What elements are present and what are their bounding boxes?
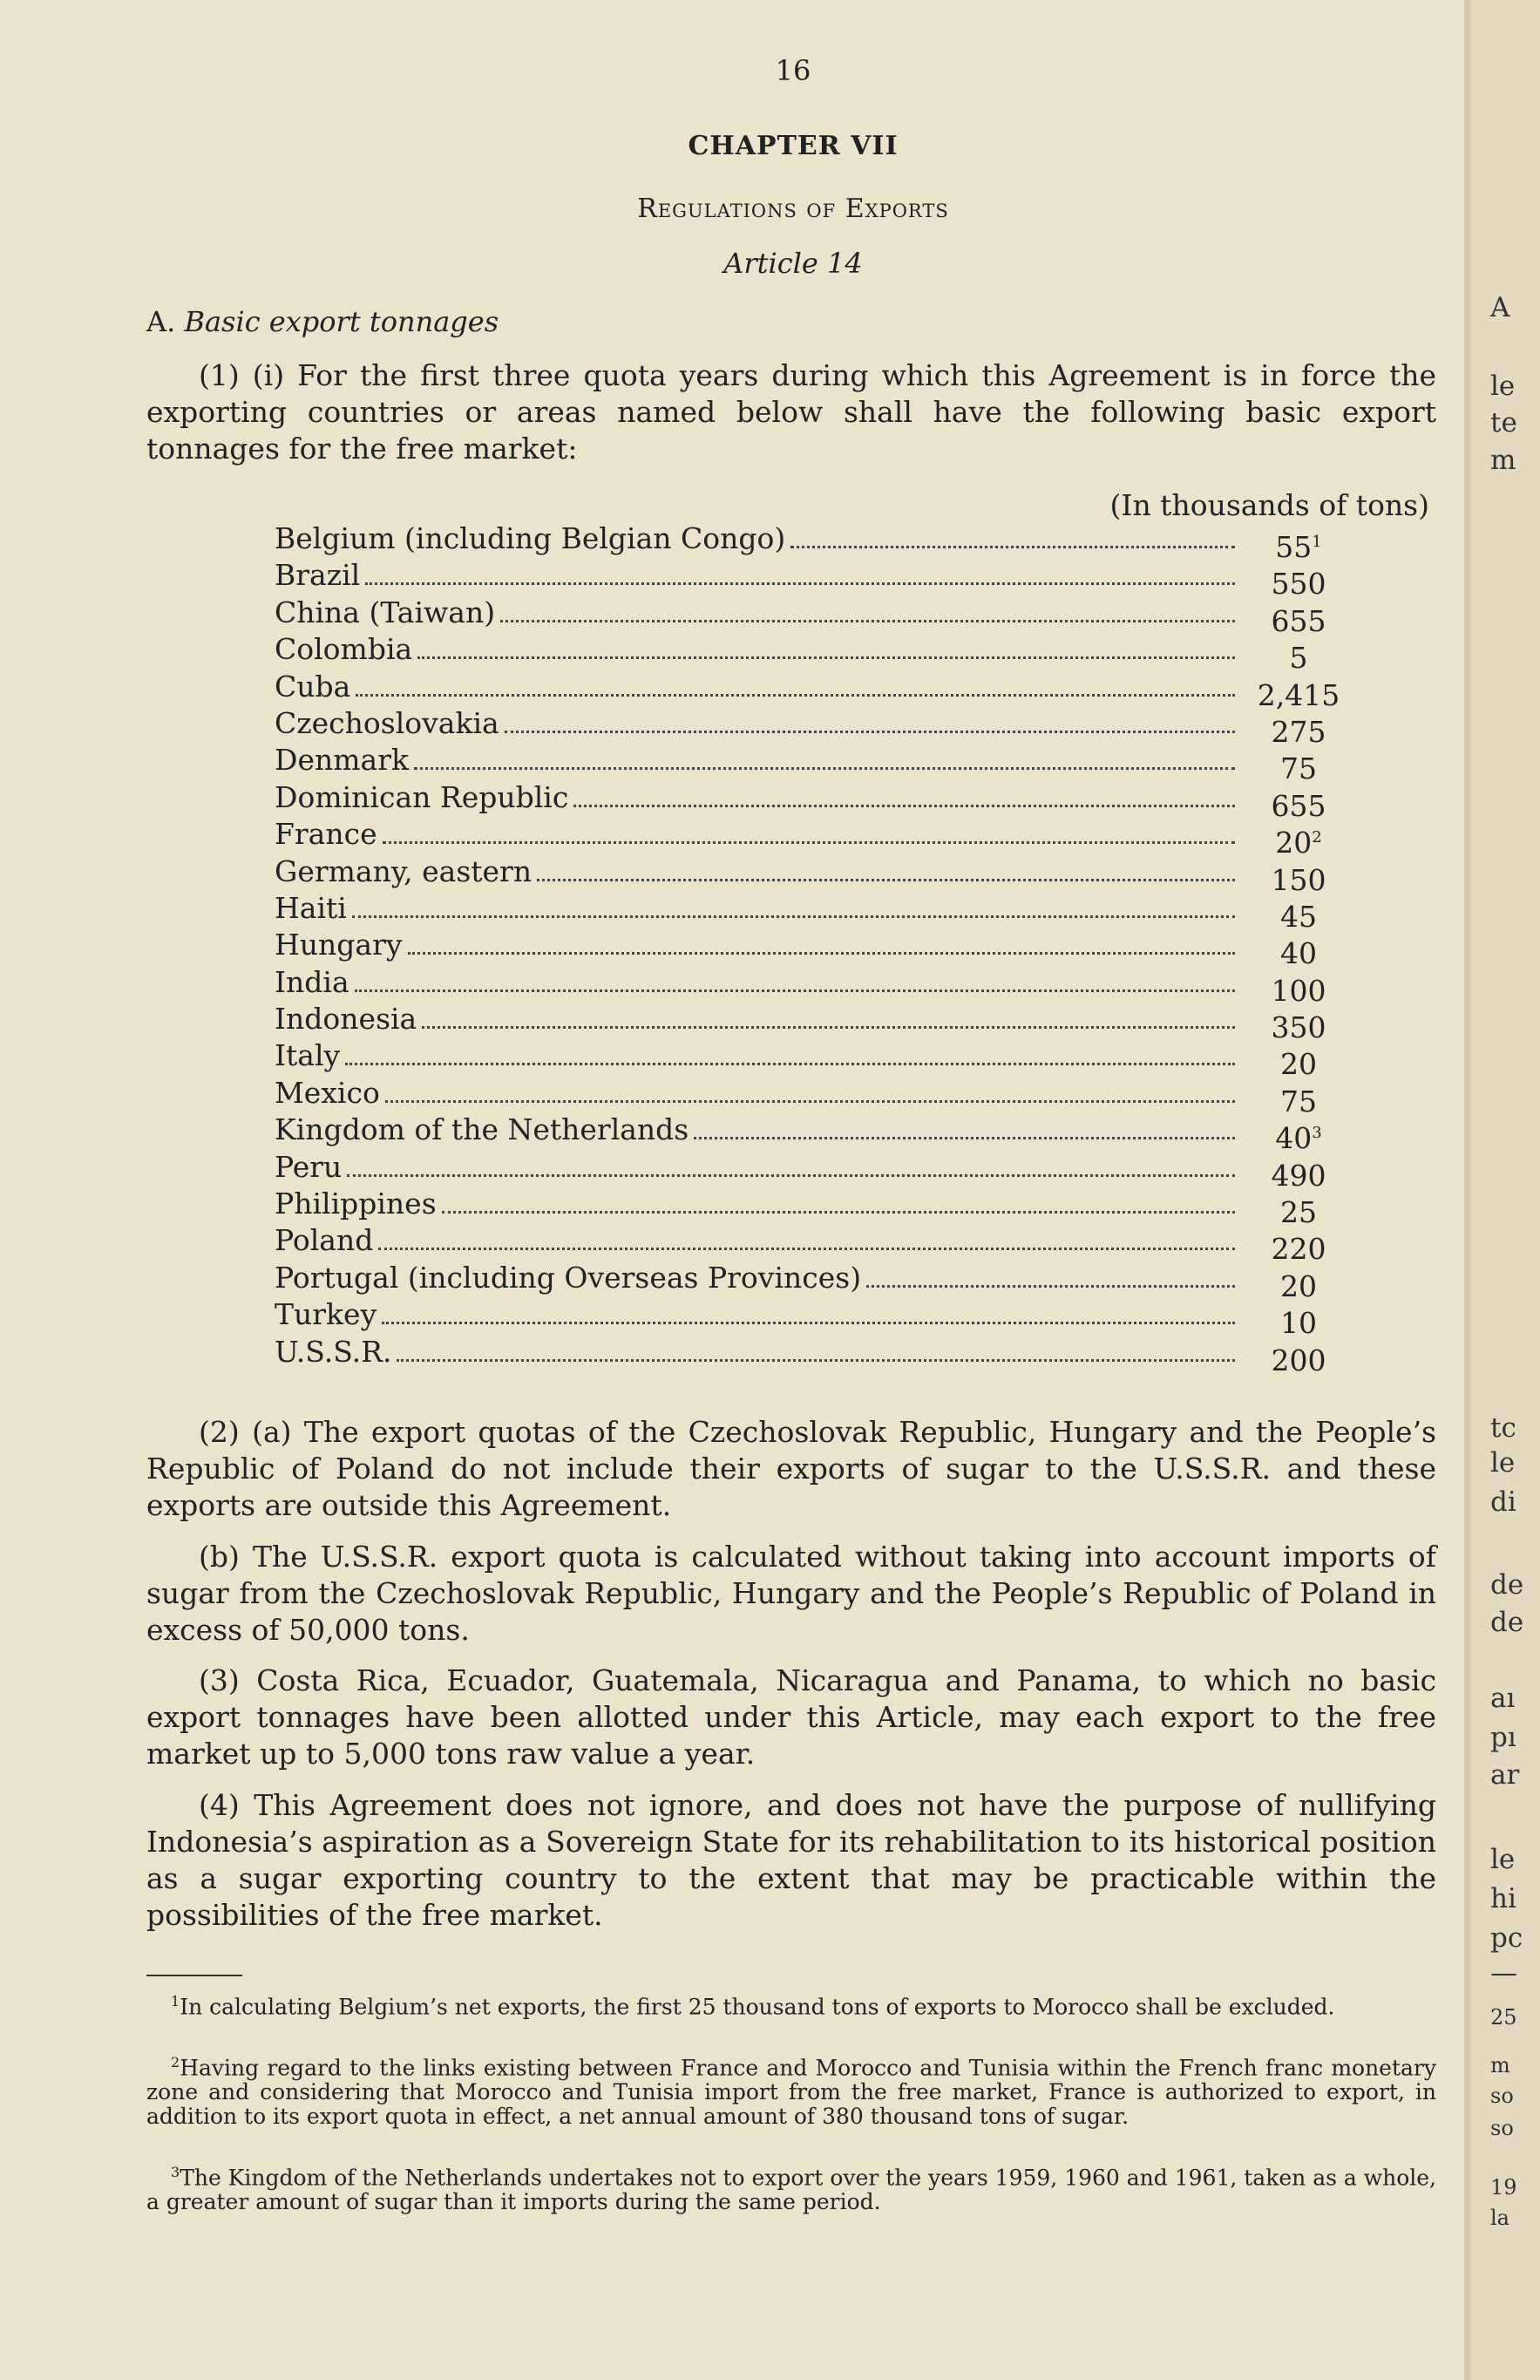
dot-leader bbox=[500, 620, 1235, 622]
footnote-2-text: Having regard to the links existing between France and Morocco and Tunisia within the French franc monetary zone and considering that Morocco and Tunisia import from the free market, France is authorized to export, in addition to its export quota in effect, a net annual amount of 380 thousand tons of sugar. bbox=[146, 2055, 1436, 2130]
dot-leader bbox=[505, 731, 1235, 733]
adjacent-page-fragment: 19 bbox=[1490, 2175, 1517, 2200]
tonnage-value: 75 bbox=[1280, 1084, 1317, 1119]
subsection-heading bbox=[146, 305, 499, 338]
tonnage-value: 490 bbox=[1271, 1158, 1326, 1193]
tonnage-value: $20^2$ bbox=[1275, 826, 1322, 860]
dot-leader bbox=[383, 841, 1235, 844]
dot-leader bbox=[397, 1359, 1235, 1362]
country-name: U.S.S.R. bbox=[275, 1334, 392, 1369]
adjacent-page-fragment: pc bbox=[1490, 1922, 1523, 1954]
tonnage-value: $55^1$ bbox=[1275, 530, 1322, 564]
dot-leader bbox=[866, 1285, 1235, 1288]
adjacent-page-fragment: hi bbox=[1490, 1883, 1516, 1914]
adjacent-page-fragment: m bbox=[1490, 2053, 1510, 2077]
table-row bbox=[275, 705, 1347, 749]
dot-leader bbox=[417, 656, 1235, 659]
chapter-heading: CHAPTER VII bbox=[688, 131, 899, 161]
dot-leader bbox=[345, 1063, 1235, 1065]
footnote-rule bbox=[146, 1975, 242, 1976]
paragraph-3: (3) Costa Rica, Ecuador, Guatemala, Nicaragua and Panama, to which no basic export tonnages have been allotted under this Article, may each export to the free market up to 5,000 tons raw value a year. bbox=[146, 1663, 1436, 1771]
paragraph-4: (4) This Agreement does not ignore, and does not have the purpose of nullifying Indonesia’s aspiration as a Sovereign State for its rehabilitation to its historical position as a sugar exporting country to the extent that may be practicable within the possibilities of the free market. bbox=[146, 1788, 1436, 1932]
adjacent-page-fragment: 25 bbox=[1490, 2005, 1517, 2030]
adjacent-page-fragment: — bbox=[1490, 1957, 1517, 1989]
country-name: Dominican Republic bbox=[275, 779, 569, 814]
book-gutter bbox=[1464, 0, 1471, 2380]
footnote-marker: 1 bbox=[1312, 533, 1322, 551]
table-row bbox=[275, 779, 1347, 823]
tonnage-value: 220 bbox=[1271, 1232, 1326, 1267]
footnote-2-mark: 2 bbox=[171, 2054, 180, 2071]
country-name: Portugal (including Overseas Provinces) bbox=[275, 1260, 862, 1295]
country-name: Philippines bbox=[275, 1187, 437, 1221]
footnote-1 bbox=[146, 1989, 1436, 2019]
table-row bbox=[275, 558, 1347, 602]
table-row bbox=[275, 669, 1347, 712]
country-name: Haiti bbox=[275, 890, 347, 925]
tonnage-value: 275 bbox=[1271, 714, 1326, 749]
dot-leader bbox=[537, 879, 1235, 881]
country-name: Germany, eastern bbox=[275, 853, 533, 888]
footnote-3-mark: 3 bbox=[171, 2164, 180, 2180]
page-number: 16 bbox=[775, 54, 811, 87]
country-name: Czechoslovakia bbox=[275, 705, 499, 740]
paragraph-2a: (2) (a) The export quotas of the Czechoslovak Republic, Hungary and the People’s Republic of Poland do not include their exports of sugar to the U.S.S.R. and these exports are outside this Agreement. bbox=[146, 1415, 1436, 1522]
adjacent-page-fragment: de bbox=[1490, 1569, 1524, 1601]
table-row bbox=[275, 595, 1347, 638]
country-name: France bbox=[275, 817, 377, 852]
table-row bbox=[275, 1187, 1347, 1230]
dot-leader bbox=[414, 767, 1235, 770]
dot-leader bbox=[355, 989, 1235, 992]
tonnage-value: 655 bbox=[1271, 788, 1326, 823]
country-name: Belgium (including Belgian Congo) bbox=[275, 521, 786, 555]
tonnage-value: 655 bbox=[1271, 603, 1326, 638]
tonnage-value: 25 bbox=[1280, 1195, 1317, 1230]
country-name: Colombia bbox=[275, 632, 413, 667]
tonnage-value: 10 bbox=[1280, 1306, 1317, 1341]
subsection-title: Basic export tonnages bbox=[184, 305, 499, 338]
country-name: Indonesia bbox=[275, 1002, 417, 1037]
dot-leader bbox=[365, 582, 1235, 585]
table-row bbox=[275, 1260, 1347, 1303]
dot-leader bbox=[356, 694, 1235, 697]
country-name: Mexico bbox=[275, 1075, 380, 1110]
dot-leader bbox=[422, 1026, 1235, 1029]
adjacent-page-fragment: tc bbox=[1490, 1412, 1516, 1444]
tonnage-value: 2,415 bbox=[1257, 677, 1340, 712]
tonnage-value: 350 bbox=[1271, 1010, 1326, 1045]
adjacent-page-fragment: so bbox=[1490, 2084, 1514, 2108]
adjacent-page-fragment: le bbox=[1490, 1447, 1516, 1479]
adjacent-page-fragment: aı bbox=[1490, 1683, 1516, 1714]
footnote-marker: 2 bbox=[1312, 828, 1322, 847]
tonnage-value: 20 bbox=[1280, 1268, 1317, 1303]
adjacent-page-fragment: te bbox=[1490, 407, 1517, 439]
dot-leader bbox=[382, 1322, 1235, 1324]
country-name: Hungary bbox=[275, 928, 403, 962]
table-row bbox=[275, 964, 1347, 1008]
adjacent-page-fragment: de bbox=[1490, 1607, 1524, 1638]
table-row bbox=[275, 817, 1347, 860]
country-name: China (Taiwan) bbox=[275, 595, 496, 629]
country-name: Denmark bbox=[275, 743, 409, 778]
tonnage-value: $40^3$ bbox=[1275, 1121, 1322, 1156]
tonnage-value: 5 bbox=[1289, 641, 1308, 676]
dot-leader bbox=[573, 805, 1235, 807]
dot-leader bbox=[694, 1137, 1235, 1139]
country-name: Cuba bbox=[275, 669, 351, 704]
tonnage-value: 20 bbox=[1280, 1047, 1317, 1082]
dot-leader bbox=[352, 915, 1235, 918]
adjacent-page-fragment: pı bbox=[1490, 1722, 1516, 1753]
tonnage-value: 100 bbox=[1271, 973, 1326, 1008]
table-row bbox=[275, 1002, 1347, 1045]
dot-leader bbox=[442, 1211, 1235, 1214]
export-tonnage-table bbox=[275, 521, 1347, 1377]
footnote-2 bbox=[146, 2050, 1436, 2129]
adjacent-page-fragment: la bbox=[1490, 2206, 1509, 2230]
table-row bbox=[275, 743, 1347, 786]
country-name: Turkey bbox=[275, 1297, 377, 1332]
table-row bbox=[275, 1334, 1347, 1377]
footnote-1-text: In calculating Belgium’s net exports, the first 25 thousand tons of exports to Morocco shall be excluded. bbox=[180, 1994, 1335, 2020]
table-row bbox=[275, 853, 1347, 897]
adjacent-page-fragment: di bbox=[1490, 1486, 1516, 1518]
footnote-3-text: The Kingdom of the Netherlands undertakes not to export over the years 1959, 1960 and 1961, taken as a whole, a greater amount of sugar than it imports during the same period. bbox=[146, 2165, 1437, 2215]
dot-leader bbox=[347, 1174, 1235, 1177]
dot-leader bbox=[378, 1248, 1235, 1250]
tonnage-value: 550 bbox=[1271, 567, 1326, 602]
table-units-label: (In thousands of tons) bbox=[1109, 488, 1429, 522]
country-name: Peru bbox=[275, 1149, 343, 1184]
adjacent-page-fragment: so bbox=[1490, 2116, 1514, 2140]
country-name: India bbox=[275, 964, 349, 999]
adjacent-page-fragment: le bbox=[1490, 1844, 1516, 1875]
paragraph-2b: (b) The U.S.S.R. export quota is calculated without taking into account imports of sugar from the Czechoslovak Republic, Hungary and the People’s Republic of Poland in excess of 50,000 tons. bbox=[146, 1540, 1436, 1647]
tonnage-value: 75 bbox=[1280, 751, 1317, 786]
table-row bbox=[275, 890, 1347, 934]
adjacent-page-fragment: m bbox=[1490, 445, 1516, 476]
dot-leader bbox=[790, 546, 1235, 548]
country-name: Poland bbox=[275, 1223, 374, 1258]
adjacent-page-edge bbox=[1471, 0, 1540, 2380]
section-title: Regulations of Exports bbox=[637, 194, 949, 224]
table-row bbox=[275, 632, 1347, 676]
tonnage-value: 150 bbox=[1271, 862, 1326, 897]
table-row bbox=[275, 1223, 1347, 1267]
subsection-letter: A. bbox=[146, 305, 176, 338]
country-name: Italy bbox=[275, 1038, 341, 1073]
footnote-3 bbox=[146, 2160, 1436, 2214]
table-row bbox=[275, 1149, 1347, 1193]
table-row bbox=[275, 928, 1347, 971]
article-heading: Article 14 bbox=[723, 247, 863, 280]
dot-leader bbox=[408, 952, 1235, 955]
tonnage-value: 45 bbox=[1280, 899, 1317, 934]
paragraph-1: (1) (i) For the first three quota years during which this Agreement is in force the exporting countries or areas named below shall have the following basic export tonnages for the free market: bbox=[146, 358, 1436, 466]
table-row bbox=[275, 1038, 1347, 1082]
adjacent-page-fragment: A bbox=[1490, 292, 1510, 323]
adjacent-page-fragment: ar bbox=[1490, 1759, 1520, 1791]
table-row bbox=[275, 1297, 1347, 1341]
adjacent-page-fragment: le bbox=[1490, 371, 1516, 402]
tonnage-value: 40 bbox=[1280, 936, 1317, 971]
table-row bbox=[275, 1075, 1347, 1119]
country-name: Brazil bbox=[275, 558, 361, 593]
footnote-marker: 3 bbox=[1312, 1124, 1322, 1143]
tonnage-value: 200 bbox=[1271, 1343, 1326, 1377]
table-row bbox=[275, 1112, 1347, 1156]
dot-leader bbox=[385, 1100, 1235, 1103]
country-name: Kingdom of the Netherlands bbox=[275, 1112, 689, 1147]
table-row bbox=[275, 521, 1347, 564]
footnote-1-mark: 1 bbox=[171, 1993, 180, 2009]
